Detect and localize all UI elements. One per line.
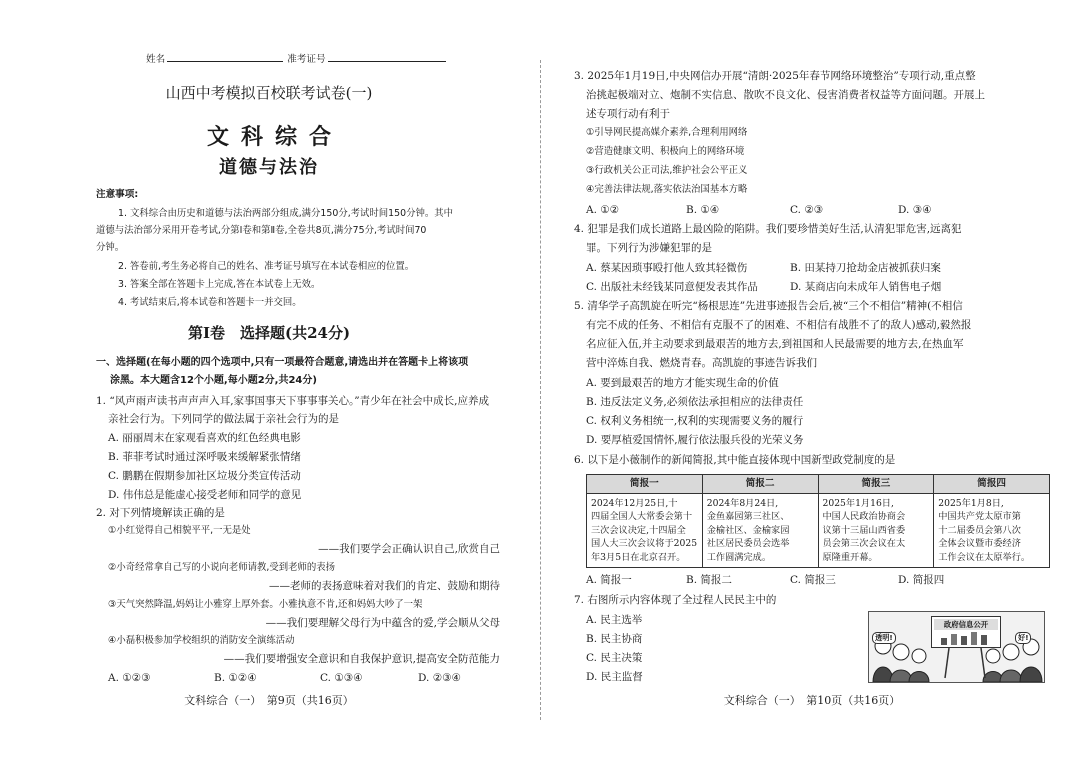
q6-option-c: C. 简报三 — [790, 574, 836, 586]
exam-no-label: 准考证号 — [287, 54, 326, 65]
news-cell-3: 2025年1月16日, 中国人民政治协商会 议第十三届山西省委 员会第三次会议在太 原隆重开幕。 — [818, 493, 934, 568]
q5-option-a: A. 要到最艰苦的地方才能实现生命的价值 — [586, 377, 779, 389]
q2-option-a: A. ①②③ — [108, 672, 151, 684]
q1-option-a: A. 丽丽周末在家观看喜欢的红色经典电影 — [108, 432, 301, 444]
q3-stem: 3. 2025年1月19日,中央网信办开展“清朗·2025年春节网络环境整治”专项行动,重点整 — [574, 70, 976, 82]
speech-bubble-right: 好! — [1015, 632, 1031, 644]
note-1: 1. 文科综合由历史和道德与法治两部分组成,满分150分,考试时间150分钟。其中 — [118, 208, 453, 219]
section-instruction: 一、选择题(在每小题的四个选项中,只有一项最符合题意,请选出并在答题卡上将该项 — [96, 357, 469, 368]
q3-option-a: A. ①② — [586, 204, 620, 216]
q7-option-d: D. 民主监督 — [586, 671, 643, 683]
info-board — [931, 616, 1001, 648]
q3-stem-2: 治挑起极端对立、炮制不实信息、散吹不良文化、侵害消费者权益等方面问题。开展上 — [586, 89, 985, 101]
q2-scenario-2: ②小奇经常拿自己写的小说向老师请教,受到老师的表扬 — [108, 562, 336, 573]
q1-stem-cont: 亲社会行为。下列同学的做法属于亲社会行为的是 — [108, 413, 339, 425]
q3-option-c: C. ②③ — [790, 204, 824, 216]
news-header-3: 简报三 — [818, 475, 934, 494]
name-blank — [167, 50, 283, 62]
right-page — [544, 0, 1080, 760]
q3-item-2: ②营造健康文明、积极向上的网络环境 — [586, 146, 745, 157]
news-body-row — [587, 493, 1050, 568]
q4-stem-2: 罪。下列行为涉嫌犯罪的是 — [586, 242, 712, 254]
news-brief-table — [586, 474, 1050, 568]
note-1-end: 分钟。 — [96, 242, 125, 253]
q5-option-c: C. 权利义务相统一,权利的实现需要义务的履行 — [586, 415, 804, 427]
name-label: 姓名 — [146, 54, 166, 65]
q2-option-b: B. ①②④ — [214, 672, 257, 684]
crowd-left-illustration — [873, 638, 929, 682]
news-header-row — [587, 475, 1050, 494]
q2-option-d: D. ②③④ — [418, 672, 461, 684]
q5-option-d: D. 要厚植爱国情怀,履行依法服兵役的光荣义务 — [586, 434, 804, 446]
q4-option-d: D. 某商店向未成年人销售电子烟 — [790, 281, 942, 293]
page-divider — [540, 60, 541, 720]
news-cell-1: 2024年12月25日,十 四届全国人大常委会第十 三次会议决定,十四届全 国人大三次会议将于2025 年3月5日在北京召开。 — [587, 493, 703, 568]
name-line — [146, 50, 450, 67]
q5-stem-3: 名应征入伍,并主动要求到最艰苦的地方去,到祖国和人民最需要的地方去,在热血军 — [586, 338, 964, 350]
q6-option-b: B. 简报二 — [686, 574, 732, 586]
news-header-1: 简报一 — [587, 475, 703, 494]
q7-option-b: B. 民主协商 — [586, 633, 643, 645]
q3-option-d: D. ③④ — [898, 204, 932, 216]
q3-item-1: ①引导网民提高媒介素养,合理利用网络 — [586, 127, 748, 138]
q1-stem: 1. “风声雨声读书声声声入耳,家事国事天下事事事关心。”青少年在社会中成长,应养成 — [96, 395, 490, 407]
q7-cartoon — [868, 611, 1045, 683]
q2-reading-3: ——我们要理解父母行为中蕴含的爱,学会顺从父母 — [265, 617, 500, 629]
q2-scenario-4: ④小磊积极参加学校组织的消防安全演练活动 — [108, 635, 295, 646]
q6-option-a: A. 简报一 — [586, 574, 632, 586]
q5-option-b: B. 违反法定义务,必须依法承担相应的法律责任 — [586, 396, 804, 408]
q4-option-a: A. 蔡某因琐事殴打他人致其轻微伤 — [586, 262, 748, 274]
left-page — [0, 0, 538, 760]
q7-option-a: A. 民主选举 — [586, 614, 643, 626]
q5-stem-4: 营中淬炼自我、燃烧青春。高凯旋的事迹告诉我们 — [586, 357, 817, 369]
board-bar-chart-icon — [933, 630, 999, 646]
right-footer: 文科综合（一） 第10页（共16页） — [723, 694, 901, 707]
q4-option-c: C. 出版社未经钱某同意便发表其作品 — [586, 281, 758, 293]
q6-option-d: D. 简报四 — [898, 574, 945, 586]
q7-stem: 7. 右图所示内容体现了全过程人民民主中的 — [574, 594, 777, 606]
q4-stem: 4. 犯罪是我们成长道路上最凶险的陷阱。我们要珍惜美好生活,认清犯罪危害,远离犯 — [574, 223, 962, 235]
q2-scenario-1: ①小红觉得自己相貌平平,一无是处 — [108, 525, 251, 536]
q2-stem: 2. 对下列情境解读正确的是 — [96, 507, 225, 519]
q2-scenario-3: ③天气突然降温,妈妈让小雅穿上厚外套。小雅执意不肯,还和妈妈大吵了一架 — [108, 599, 423, 610]
news-cell-2: 2024年8月24日, 金鱼嘉园第三社区、 金榆社区、金榆家园 社区居民委员会选举 工作圆满完成。 — [702, 493, 818, 568]
note-2: 2. 答卷前,考生务必将自己的姓名、准考证号填写在本试卷相应的位置。 — [118, 261, 415, 272]
board-stand — [945, 648, 985, 678]
exam-title: 山西中考模拟百校联考试卷(一) — [165, 84, 373, 102]
volume-title: 第Ⅰ卷 选择题(共24分) — [187, 324, 351, 342]
q4-option-b: B. 田某持刀抢劫金店被抓获归案 — [790, 262, 941, 274]
sub-subject-title: 道德与法治 — [219, 157, 319, 178]
q2-reading-1: ——我们要学会正确认识自己,欣赏自己 — [318, 543, 500, 555]
q2-reading-2: ——老师的表扬意味着对我们的肯定、鼓励和期待 — [269, 580, 500, 592]
q3-item-3: ③行政机关公正司法,维护社会公平正义 — [586, 165, 748, 176]
q3-option-b: B. ①④ — [686, 204, 720, 216]
news-cell-4: 2025年1月8日, 中国共产党太原市第 十二届委员会第八次 全体会议暨市委经济 工作会议在太原举行。 — [934, 493, 1050, 568]
q6-stem: 6. 以下是小薇制作的新闻简报,其中能直接体现中国新型政党制度的是 — [574, 454, 896, 466]
q2-reading-4: ——我们要增强安全意识和自我保护意识,提高安全防范能力 — [223, 653, 500, 665]
q1-option-d: D. 伟伟总是能虚心接受老师和同学的意见 — [108, 489, 302, 501]
info-board-title: 政府信息公开 — [934, 619, 998, 630]
note-3: 3. 答案全部在答题卡上完成,答在本试卷上无效。 — [118, 279, 321, 290]
q5-stem: 5. 清华学子高凯旋在听完“杨根思连”先进事迹报告会后,被“三个不相信”精神(不相信 — [574, 300, 963, 312]
news-header-2: 简报二 — [702, 475, 818, 494]
q2-option-c: C. ①③④ — [320, 672, 363, 684]
note-1-cont: 道德与法治部分采用开卷考试,分第Ⅰ卷和第Ⅱ卷,全卷共8页,满分75分,考试时间70 — [96, 225, 427, 236]
notes-title: 注意事项: — [96, 189, 139, 200]
section-instruction-cont: 涂黑。本大题含12个小题,每小题2分,共24分) — [110, 375, 317, 386]
q1-option-b: B. 菲菲考试时通过深呼吸来缓解紧张情绪 — [108, 451, 301, 463]
left-footer: 文科综合（一） 第9页（共16页） — [184, 694, 354, 707]
q3-item-4: ④完善法律法规,落实依法治国基本方略 — [586, 184, 748, 195]
q1-option-c: C. 鹏鹏在假期参加社区垃圾分类宣传活动 — [108, 470, 301, 482]
note-4: 4. 考试结束后,将本试卷和答题卡一并交回。 — [118, 297, 302, 308]
subject-title: 文科综合 — [206, 124, 343, 150]
q5-stem-2: 有完不成的任务、不相信有克服不了的困难、不相信有战胜不了的敌人)感动,毅然报 — [586, 319, 972, 331]
exam-no-blank — [328, 50, 446, 62]
speech-bubble-left: 透明! — [872, 632, 896, 644]
q7-option-c: C. 民主决策 — [586, 652, 643, 664]
q3-stem-3: 述专项行动有利于 — [586, 108, 670, 120]
news-header-4: 简报四 — [934, 475, 1050, 494]
